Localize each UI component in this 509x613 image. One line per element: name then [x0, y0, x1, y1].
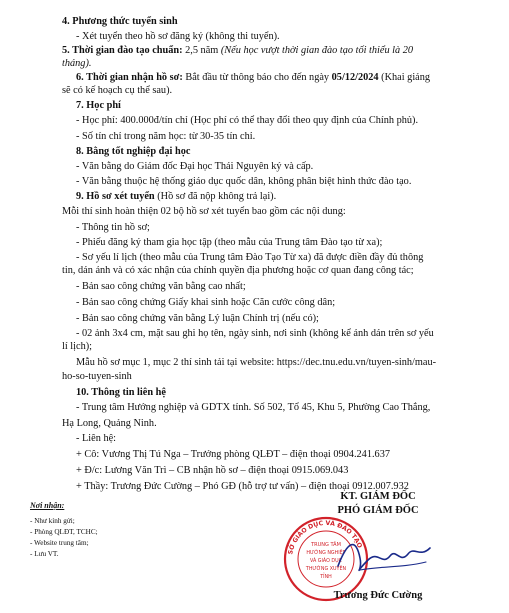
- section-8-line-1: - Văn bằng do Giám đốc Đại học Thái Nguyên ký và cấp.: [76, 161, 314, 172]
- recipient-4: - Lưu VT.: [30, 550, 59, 558]
- handwritten-signature-icon: [330, 530, 440, 580]
- section-9-title: 9. Hồ sơ xét tuyển: [76, 191, 155, 202]
- section-5-note-a: (Nếu học vượt thời gian đào tạo tối thiểu là 20: [220, 45, 414, 56]
- section-10-contact-3: + Thầy: Trương Đức Cường – Phó GĐ (hỗ trợ tư vấn) – điện thoại 0912.007.932: [76, 481, 409, 492]
- section-10-address-b: Hạ Long, Quảng Ninh.: [62, 418, 157, 429]
- section-4-title: 4. Phương thức tuyển sinh: [62, 16, 178, 27]
- section-9-link-a: Mẫu hồ sơ mục 1, mục 2 thí sinh tải tại website: https://dec.tnu.edu.vn/tuyen-sinh/mau-: [76, 357, 437, 368]
- signature-line-2: PHÓ GIÁM ĐỐC: [337, 505, 419, 516]
- section-9-item-7a: - 02 ảnh 3x4 cm, mặt sau ghi họ tên, ngày sinh, nơi sinh (không kể ảnh dán trên sơ yếu: [76, 328, 434, 339]
- section-6-date: 05/12/2024: [331, 72, 379, 83]
- seal-outer-text: SỞ GIÁO DỤC VÀ ĐÀO TẠO: [287, 519, 364, 556]
- recipient-3: - Website trung tâm;: [30, 539, 89, 547]
- section-9-item-4: - Bản sao công chứng văn bằng cao nhất;: [76, 281, 246, 292]
- section-5-note-b: tháng).: [62, 58, 92, 69]
- section-9-link-b: ho-so-tuyen-sinh: [62, 371, 132, 382]
- section-4-line-1: - Xét tuyển theo hồ sơ đăng ký (không thi tuyển).: [76, 31, 280, 42]
- recipient-1: - Như kính gửi;: [30, 517, 75, 525]
- section-7-line-1: - Học phí: 400.000đ/tín chỉ (Học phí có thể thay đổi theo quy định của Chính phủ).: [76, 115, 419, 126]
- section-6-title: 6. Thời gian nhận hồ sơ:: [76, 72, 183, 83]
- section-6-line: [76, 71, 430, 84]
- section-6-text-c: sẽ có kế hoạch cụ thể sau).: [62, 85, 173, 96]
- seal-inner-5: TỈNH: [320, 575, 332, 580]
- section-9-item-5: - Bản sao công chứng Giấy khai sinh hoặc Căn cước công dân;: [76, 297, 336, 308]
- section-7-title: 7. Học phí: [76, 100, 121, 111]
- section-10-contact-2: + Đ/c: Lương Văn Trì – CB nhận hồ sơ – điện thoại 0915.069.043: [76, 465, 349, 476]
- signature-line-1: KT. GIÁM ĐỐC: [340, 491, 416, 502]
- section-9-intro: Mỗi thí sinh hoàn thiện 02 bộ hồ sơ xét tuyển bao gồm các nội dung:: [62, 206, 346, 217]
- section-9-item-7b: lí lịch);: [62, 341, 93, 352]
- section-10-title: 10. Thông tin liên hệ: [76, 387, 166, 398]
- seal-inner-4: THƯỜNG XUYÊN: [305, 567, 347, 572]
- signer-name: Trương Đức Cường: [333, 590, 423, 601]
- section-10-contact: - Liên hệ:: [76, 433, 117, 444]
- seal-inner-3: VÀ GIÁO DỤC: [310, 559, 342, 564]
- section-8-title: 8. Bằng tốt nghiệp đại học: [76, 146, 191, 157]
- section-6-text-a: Bắt đầu từ thông báo cho đến ngày: [182, 72, 332, 83]
- section-5-title: 5. Thời gian đào tạo chuẩn:: [62, 45, 183, 56]
- section-9-item-2: - Phiếu đăng ký tham gia học tập (theo mẫu của Trung tâm Đào tạo từ xa);: [76, 237, 383, 248]
- section-10-contact-1: + Cô: Vương Thị Tú Nga – Trưởng phòng QLĐT – điện thoại 0904.241.637: [76, 449, 390, 460]
- recipients-block: [30, 500, 98, 560]
- section-9-title-line: [76, 190, 276, 203]
- section-7-line-2: - Số tín chỉ trong năm học: từ 30-35 tín chỉ.: [76, 131, 256, 142]
- section-9-title-note: (Hồ sơ đã nộp không trả lại).: [154, 191, 277, 202]
- section-9-item-6: - Bản sao công chứng văn bằng Lý luận Chính trị (nếu có);: [76, 313, 319, 324]
- section-10-address-a: - Trung tâm Hướng nghiệp và GDTX tỉnh. Số 502, Tổ 45, Khu 5, Phường Cao Thắng,: [76, 402, 431, 413]
- section-8-line-2: - Văn bằng thuộc hệ thống giáo dục quốc dân, không phân biệt hình thức đào tạo.: [76, 176, 412, 187]
- section-6-text-b: (Khai giảng: [378, 72, 431, 83]
- section-9-item-3b: tin, dán ảnh và có xác nhận của chính quyền địa phương hoặc cơ quan đang công tác;: [62, 265, 414, 276]
- seal-inner-2: HƯỚNG NGHIỆP: [306, 551, 346, 556]
- section-5-value: 2,5 năm: [182, 45, 221, 56]
- recipient-2: - Phòng QLĐT, TCHC;: [30, 528, 98, 536]
- section-9-item-3a: - Sơ yếu lí lịch (theo mẫu của Trung tâm Đào Tạo Từ xa) đã được điền đầy đủ thông: [76, 252, 424, 263]
- recipients-title: Nơi nhận:: [30, 501, 65, 510]
- seal-inner-1: TRUNG TÂM: [311, 542, 341, 548]
- section-5-line: [62, 44, 413, 57]
- section-9-item-1: - Thông tin hồ sơ;: [76, 222, 150, 233]
